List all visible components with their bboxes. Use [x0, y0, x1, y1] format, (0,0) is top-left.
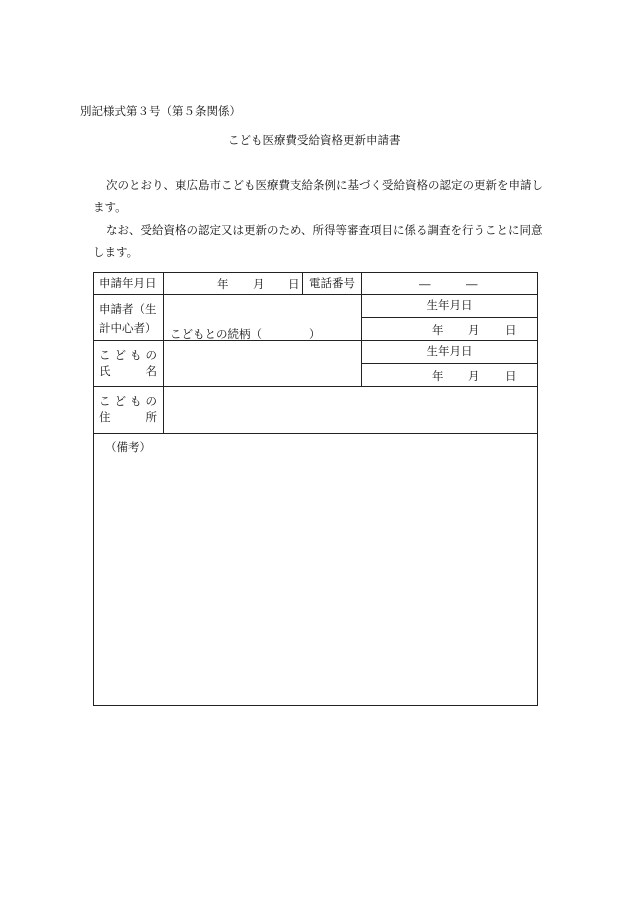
child-name-label — [94, 341, 164, 387]
applicant-birthdate-field[interactable] — [362, 318, 538, 341]
child-birthdate-field[interactable] — [362, 364, 538, 387]
phone-field[interactable] — [362, 273, 538, 295]
label-char: こ — [99, 394, 111, 409]
year-unit: 年 — [432, 323, 444, 337]
child-address-label — [94, 387, 164, 434]
day-unit: 日 — [505, 369, 517, 383]
year-unit: 年 — [432, 369, 444, 383]
declaration-text-1b: ます。 — [93, 200, 127, 214]
applicant-label-line2: 計中心者） — [99, 320, 157, 335]
applicant-label-line1: 申請者（生 — [99, 302, 157, 316]
label-char: こ — [99, 347, 111, 362]
application-date-label: 申請年月日 — [94, 273, 164, 295]
label-char: の — [145, 347, 157, 362]
remarks-field[interactable] — [94, 434, 538, 706]
phone-dash-1: ― — [419, 277, 431, 291]
form-number: 別記様式第３号（第５条関係） — [80, 104, 241, 118]
label-char: 所 — [145, 410, 157, 424]
month-unit: 月 — [253, 277, 265, 291]
label-char: ど — [114, 394, 126, 409]
declaration-text-1a: 次のとおり、東広島市こども医療費支給条例に基づく受給資格の認定の更新を申請し — [106, 178, 543, 192]
relation-label: こどもとの続柄（ — [170, 327, 262, 341]
child-birthdate-label: 生年月日 — [362, 341, 538, 364]
phone-label: 電話番号 — [303, 273, 362, 295]
label-char: も — [130, 347, 142, 362]
day-unit: 日 — [288, 277, 300, 291]
label-char: も — [130, 394, 142, 409]
applicant-birthdate-label: 生年月日 — [362, 295, 538, 318]
label-char: 氏 — [99, 363, 111, 378]
form-title: こども医療費受給資格更新申請書 — [228, 133, 401, 147]
month-unit: 月 — [468, 323, 480, 337]
year-unit: 年 — [217, 277, 229, 291]
relation-close-paren: ） — [309, 327, 321, 341]
applicant-label — [94, 295, 164, 341]
label-char: 住 — [99, 410, 111, 424]
consent-text-2a: なお、受給資格の認定又は更新のため、所得等審査項目に係る調査を行うことに同意 — [106, 223, 543, 237]
label-char: 名 — [145, 363, 157, 378]
applicant-name-field[interactable] — [164, 295, 362, 341]
consent-text-2b: します。 — [93, 245, 139, 259]
phone-dash-2: ― — [466, 277, 478, 291]
label-char: ど — [114, 347, 126, 362]
month-unit: 月 — [468, 369, 480, 383]
child-address-field[interactable] — [164, 387, 538, 434]
label-char: の — [145, 394, 157, 409]
day-unit: 日 — [505, 323, 517, 337]
application-form-table — [93, 272, 538, 706]
child-name-field[interactable] — [164, 341, 362, 387]
remarks-label: （備考） — [105, 440, 151, 454]
application-date-field[interactable] — [164, 273, 303, 295]
